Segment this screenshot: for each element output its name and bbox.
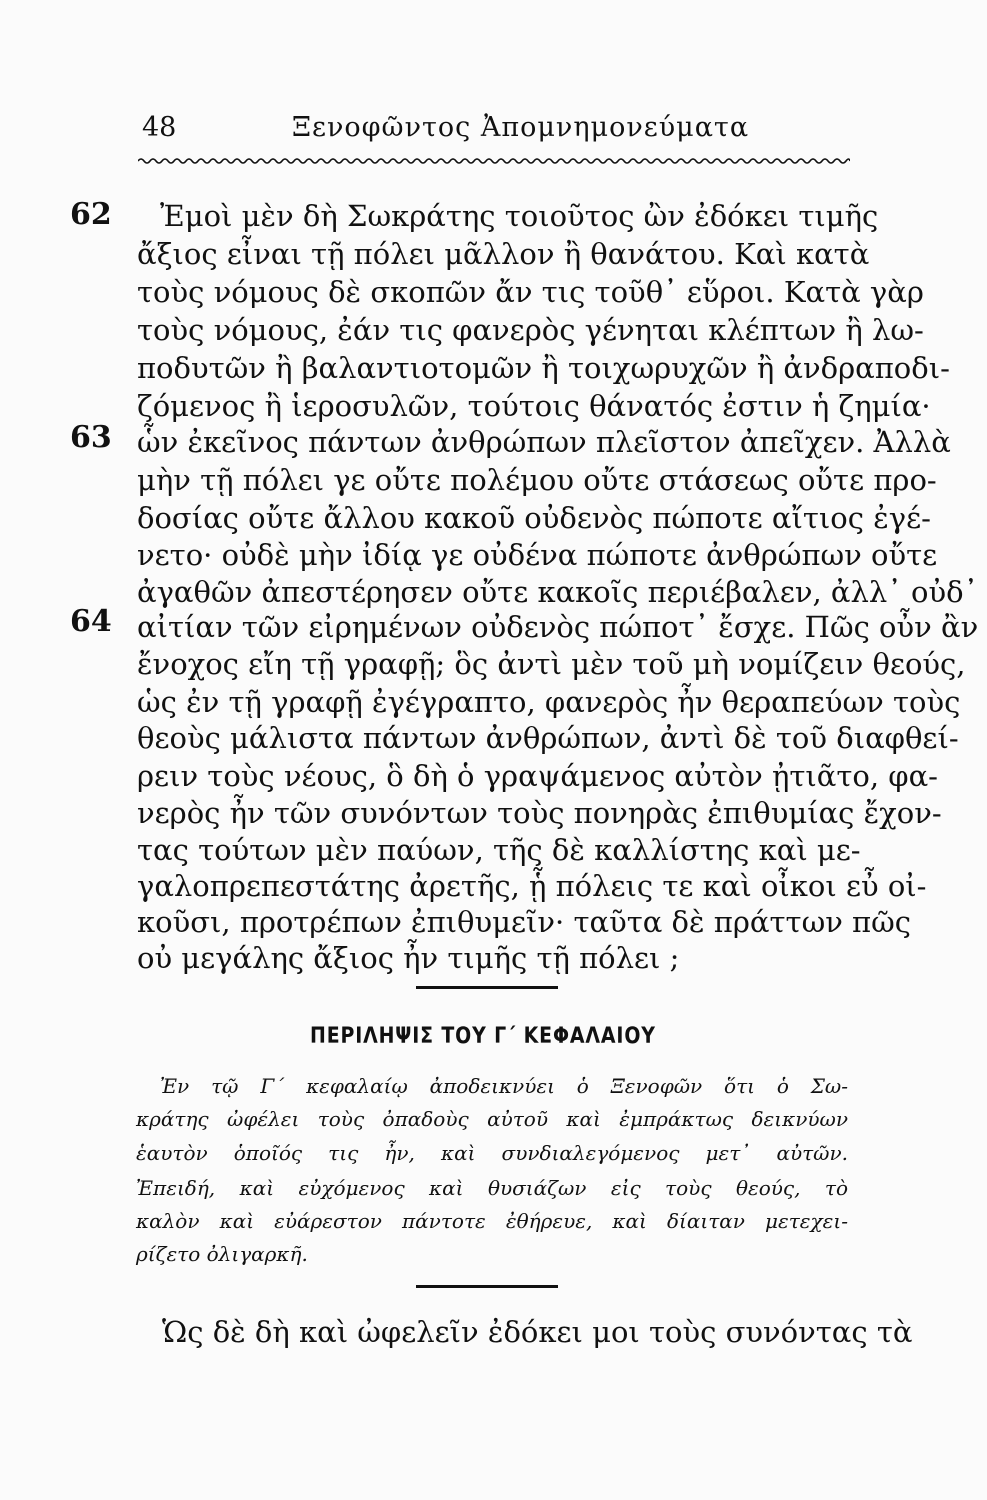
body-line: τοὺς νόμους δὲ σκοπῶν ἄν τις τοῦθ᾽ εὕροι. Κατὰ γὰρ	[137, 275, 924, 309]
next-chapter-line: Ὡς δὲ δὴ καὶ ὠφελεῖν ἐδόκει μοι τοὺς συνόντας τὰ	[162, 1315, 913, 1349]
body-line: οὐ μεγάλης ἄξιος ἦν τιμῆς τῇ πόλει ;	[137, 941, 680, 975]
running-title: Ξενοφῶντος Ἀπομνημονεύματα	[292, 112, 750, 143]
body-line: ὡς ἐν τῇ γραφῇ ἐγέγραπτο, φανερὸς ἦν θεραπεύων τοὺς	[137, 685, 961, 719]
body-line: ἄξιος εἶναι τῇ πόλει μᾶλλον ἢ θανάτου. Καὶ κατὰ	[137, 237, 870, 271]
body-line: θεοὺς μάλιστα πάντων ἀνθρώπων, ἀντὶ δὲ τοῦ διαφθεί-	[137, 721, 959, 755]
body-line: ζόμενος ἢ ἱεροσυλῶν, τούτοις θάνατός ἐστιν ἡ ζημία·	[137, 389, 931, 423]
body-line: δοσίας οὔτε ἄλλου κακοῦ οὐδενὸς πώποτε αἴτιος ἐγέ-	[137, 501, 931, 535]
summary-line: καλὸν καὶ εὐάρεστον πάντοτε ἐθήρευε, καὶ δίαιταν μετεχει-	[136, 1209, 848, 1233]
body-line: νερὸς ἦν τῶν συνόντων τοὺς πονηρὰς ἐπιθυμίας ἔχον-	[137, 796, 942, 830]
body-line: ἔνοχος εἴη τῇ γραφῇ; ὃς ἀντὶ μὲν τοῦ μὴ νομίζειν θεούς,	[137, 647, 966, 681]
section-divider	[416, 986, 558, 989]
section-divider	[416, 1285, 558, 1288]
body-line: νετο· οὐδὲ μὴν ἰδίᾳ γε οὐδένα πώποτε ἀνθρώπων οὔτε	[137, 538, 938, 572]
summary-heading: ΠΕΡΙΛΗΨΙΣ ΤΟΥ Γ΄ ΚΕΦΑΛΑΙΟΥ	[310, 1024, 656, 1049]
body-line: ποδυτῶν ἢ βαλαντιοτομῶν ἢ τοιχωρυχῶν ἢ ἀνδραποδι-	[137, 351, 950, 385]
section-number-62: 62	[70, 197, 112, 232]
summary-line: Ἐν τῷ Γ΄ κεφαλαίῳ ἀποδεικνύει ὁ Ξενοφῶν ὅτι ὁ Σω-	[160, 1074, 848, 1098]
page-header	[142, 112, 848, 162]
summary-line: κράτης ὠφέλει τοὺς ὀπαδοὺς αὐτοῦ καὶ ἐμπράκτως δεικνύων	[136, 1107, 848, 1131]
header-wavy-rule	[138, 156, 850, 166]
summary-line: ρίζετο ὀλιγαρκῆ.	[136, 1242, 308, 1266]
body-line: Ἐμοὶ μὲν δὴ Σωκράτης τοιοῦτος ὢν ἐδόκει τιμῆς	[160, 199, 879, 233]
summary-line: Ἐπειδή, καὶ εὐχόμενος καὶ θυσιάζων εἰς τοὺς θεούς, τὸ	[136, 1176, 848, 1200]
body-line: γαλοπρεπεστάτης ἀρετῆς, ᾗ πόλεις τε καὶ οἶκοι εὖ οἰ-	[137, 869, 927, 903]
body-line: ὧν ἐκεῖνος πάντων ἀνθρώπων πλεῖστον ἀπεῖχεν. Ἀλλὰ	[137, 425, 951, 459]
page-number: 48	[142, 112, 177, 143]
body-line: τοὺς νόμους, ἐάν τις φανερὸς γένηται κλέπτων ἢ λω-	[137, 313, 924, 347]
section-number-63: 63	[70, 420, 112, 455]
summary-line: ἑαυτὸν ὁποῖός τις ἦν, καὶ συνδιαλεγόμενος μετ᾽ αὐτῶν.	[136, 1141, 848, 1165]
body-line: κοῦσι, προτρέπων ἐπιθυμεῖν· ταῦτα δὲ πράττων πῶς	[137, 905, 912, 939]
body-line: αἰτίαν τῶν εἰρημένων οὐδενὸς πώποτ᾽ ἔσχε. Πῶς οὖν ἂν	[137, 610, 979, 644]
body-line: τας τούτων μὲν παύων, τῆς δὲ καλλίστης καὶ με-	[137, 833, 861, 867]
body-line: ἀγαθῶν ἀπεστέρησεν οὔτε κακοῖς περιέβαλεν, ἀλλ᾽ οὐδ᾽	[137, 575, 979, 609]
body-line: ρειν τοὺς νέους, ὃ δὴ ὁ γραψάμενος αὐτὸν ᾐτιᾶτο, φα-	[137, 759, 938, 793]
section-number-64: 64	[70, 604, 112, 639]
body-line: μὴν τῇ πόλει γε οὔτε πολέμου οὔτε στάσεως οὔτε προ-	[137, 463, 937, 497]
